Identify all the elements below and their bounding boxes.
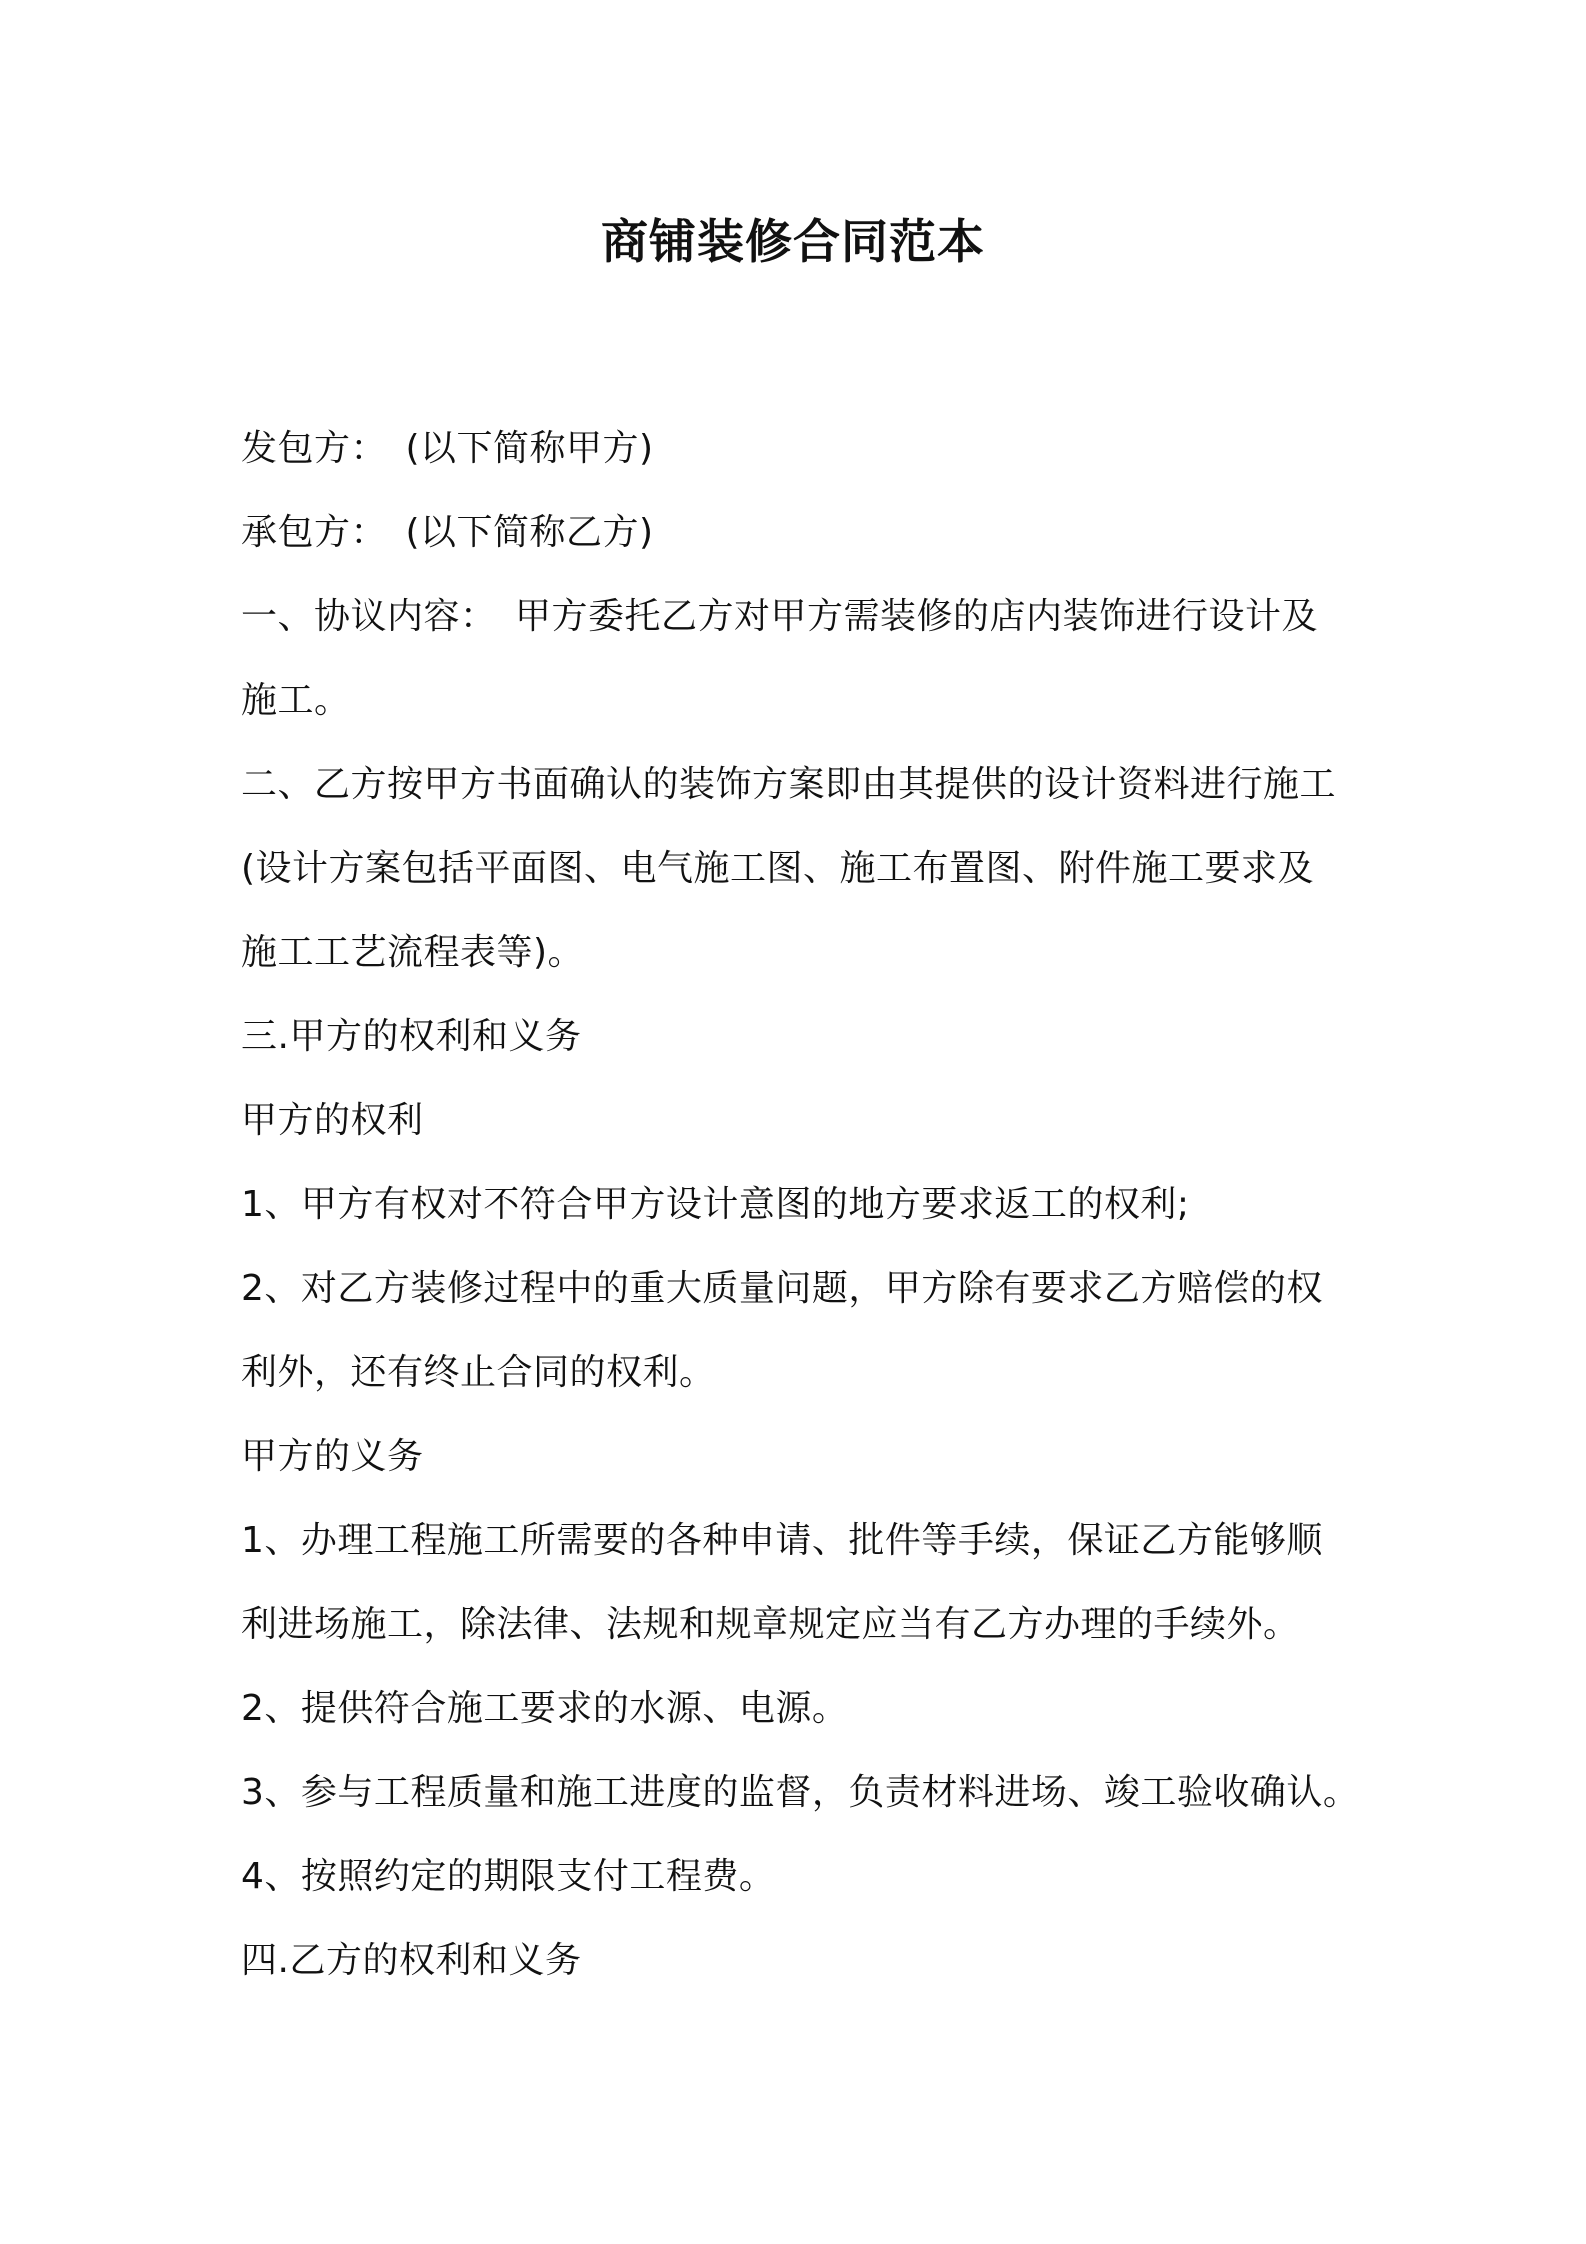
document-title: 商铺装修合同范本 xyxy=(601,215,985,270)
party-a-right-2-line-1: 2、对乙方装修过程中的重大质量问题，甲方除有要求乙方赔偿的权 xyxy=(241,1268,1323,1309)
party-a-duty-2: 2、提供符合施工要求的水源、电源。 xyxy=(241,1688,849,1729)
clause-2-line-3: 施工工艺流程表等)。 xyxy=(241,932,585,973)
section-4-heading: 四.乙方的权利和义务 xyxy=(241,1940,582,1981)
party-a-duty-1-line-2: 利进场施工，除法律、法规和规章规定应当有乙方办理的手续外。 xyxy=(241,1604,1300,1645)
document-body xyxy=(241,407,1381,2003)
clause-1-line-2: 施工。 xyxy=(241,680,351,721)
clause-2-line-2: (设计方案包括平面图、电气施工图、施工布置图、附件施工要求及 xyxy=(241,848,1315,889)
party-a-duty-1-line-1: 1、办理工程施工所需要的各种申请、批件等手续，保证乙方能够顺 xyxy=(241,1520,1323,1561)
party-a-duty-3: 3、参与工程质量和施工进度的监督，负责材料进场、竣工验收确认。 xyxy=(241,1772,1360,1813)
party-a-duty-4: 4、按照约定的期限支付工程费。 xyxy=(241,1856,776,1897)
party-a-line: 发包方： (以下简称甲方) xyxy=(241,428,654,469)
party-a-duties-heading: 甲方的义务 xyxy=(241,1436,424,1477)
party-a-rights-heading: 甲方的权利 xyxy=(241,1100,424,1141)
party-a-right-1: 1、甲方有权对不符合甲方设计意图的地方要求返工的权利; xyxy=(241,1184,1190,1225)
clause-1-line-1: 一、协议内容： 甲方委托乙方对甲方需装修的店内装饰进行设计及 xyxy=(241,596,1319,637)
party-b-line: 承包方： (以下简称乙方) xyxy=(241,512,654,553)
party-a-right-2-line-2: 利外，还有终止合同的权利。 xyxy=(241,1352,716,1393)
section-3-heading: 三.甲方的权利和义务 xyxy=(241,1016,582,1057)
clause-2-line-1: 二、乙方按甲方书面确认的装饰方案即由其提供的设计资料进行施工 xyxy=(241,764,1337,805)
